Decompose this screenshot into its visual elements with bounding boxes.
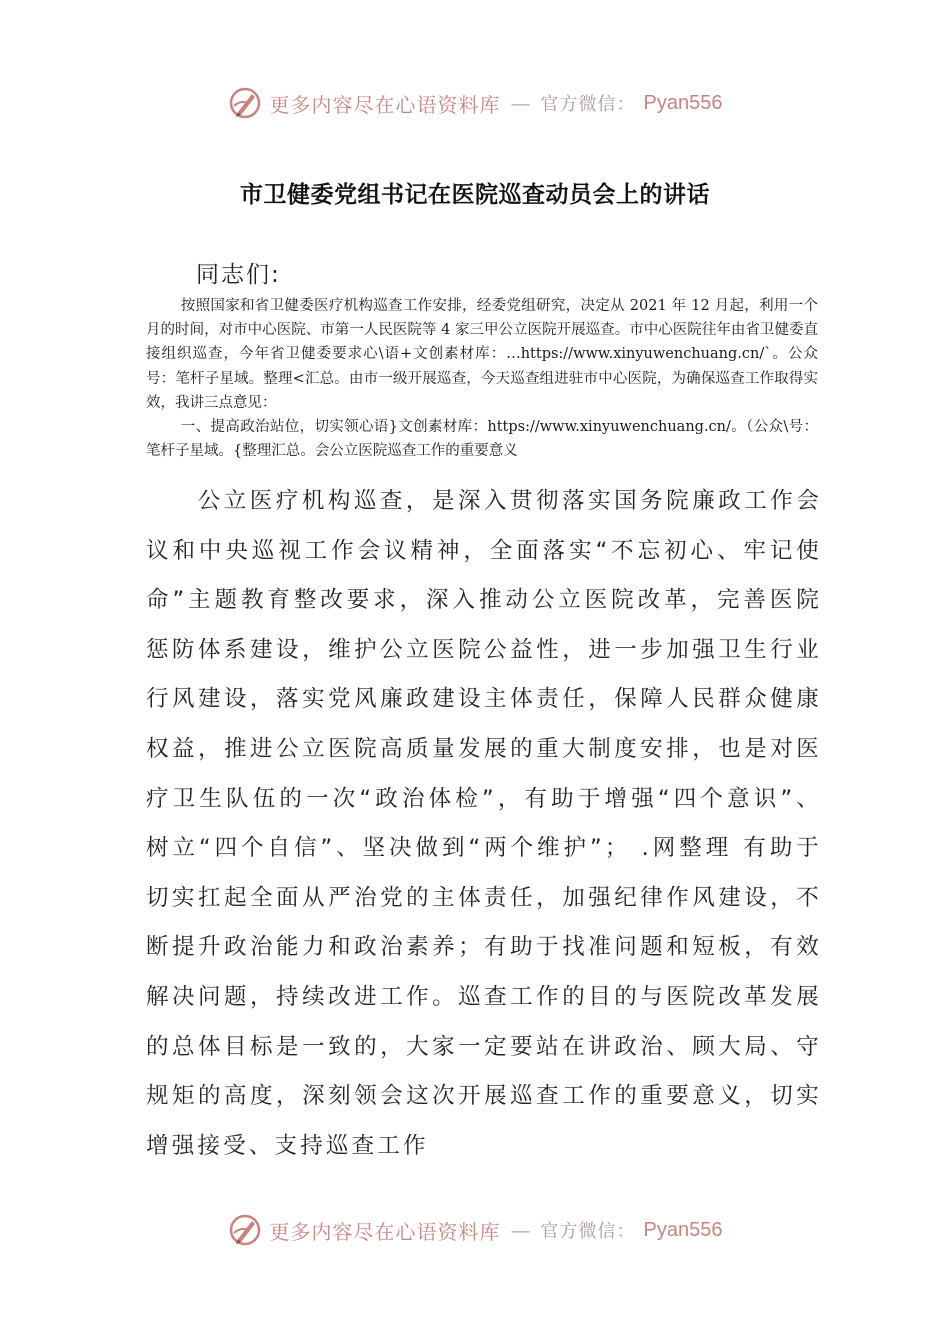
intro-text-block (146, 294, 818, 463)
salutation: 同志们: (196, 262, 281, 288)
section-heading-paragraph: 一、提高政治站位，切实领心语}文创素材库：https://www.xinyuwenchuang.cn/。（公众\号：笔杆子星域。{整理汇总。会公立医院巡查工作的重要意义 (146, 419, 818, 460)
banner-separator: — (510, 1218, 531, 1242)
banner-handle-label: 官方微信： (540, 1221, 636, 1242)
pen-logo-icon (228, 86, 262, 120)
banner-site-text: 更多内容尽在心语资料库 (269, 92, 501, 117)
banner-wechat-id: Pyan556 (643, 91, 723, 114)
body-paragraph: 公立医疗机构巡查，是深入贯彻落实国务院廉政工作会议和中央巡视工作会议精神，全面落实“不忘初心、牢记使命”主题教育整改要求，深入推动公立医院改革，完善医院惩防体系建设，维护公立医院公益性，进一步加强卫生行业行风建设，落实党风廉政建设主体责任，保障人民群众健康权益，推进公立医院高质量发展的重大制度安排，也是对医疗卫生队伍的一次“政治体检”，有助于增强“四个意识”、树立“四个自信”、坚决做到“两个维护”； .网整理 有助于切实扛起全面从严治党的主体责任，加强纪律作风建设，不断提升政治能力和政治素养；有助于找准问题和短板，有效解决问题，持续改进工作。巡查工作的目的与医院改革发展的总体目标是一致的，大家一定要站在讲政治、顾大局、守规矩的高度，深刻领会这次开展巡查工作的重要意义，切实增强接受、支持巡查工作 (146, 488, 822, 1159)
banner-site-text: 更多内容尽在心语资料库 (269, 1219, 501, 1244)
banner-wechat-id: Pyan556 (643, 1218, 723, 1241)
pen-logo-icon (228, 1213, 262, 1247)
banner-separator: — (510, 91, 531, 115)
header-watermark-banner (0, 83, 950, 123)
footer-watermark-banner (0, 1210, 950, 1250)
banner-handle-label: 官方微信： (540, 94, 636, 115)
body-text-block (146, 477, 822, 1171)
document-title: 市卫健委党组书记在医院巡查动员会上的讲话 (240, 181, 710, 208)
intro-paragraph: 按照国家和省卫健委医疗机构巡查工作安排，经委党组研究，决定从 2021 年 12 月起，利用一个月的时间，对市中心医院、市第一人民医院等 4 家三甲公立医院开展巡查。市中心医院往年由省卫健委直接组织巡查，今年省卫健委要求心\语+文创素材库：…https://www.xinyuwenchuang.cn/`。公众号：笔杆子星域。整理<汇总。由市一级开展巡查，今天巡查组进驻市中心医院，为确保巡查工作取得实效，我讲三点意见： (146, 298, 818, 411)
